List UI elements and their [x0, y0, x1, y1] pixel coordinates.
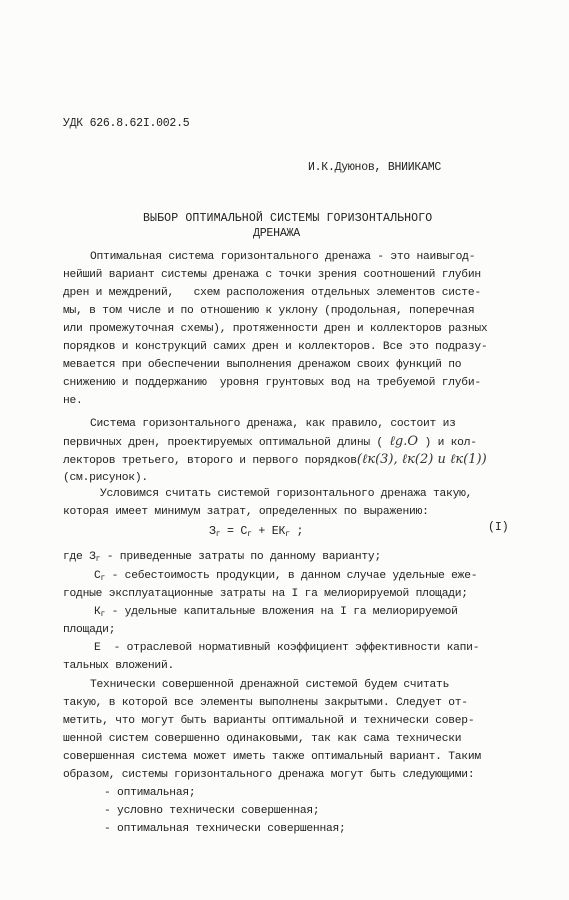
eq-sub: г: [285, 530, 290, 539]
eq-sub: г: [247, 530, 252, 539]
eq-sub: г: [215, 530, 221, 539]
para1-line: мевается при обеспечении выполнения дренажом своих функций по: [63, 359, 462, 371]
definition-4-cont: тальных вложений.: [63, 660, 174, 672]
def-sub: г: [100, 574, 106, 583]
para4-line: образом, системы горизонтального дренажа могут быть следующими:: [63, 769, 475, 781]
para1-line: порядков и конструкций самих дрен и коллекторов. Все это подразу-: [63, 341, 488, 353]
def-text: где З: [63, 551, 96, 563]
eq-part: + ЕК: [251, 525, 286, 538]
list-item: - условно технически совершенная;: [104, 805, 320, 817]
def-sub: г: [100, 610, 106, 619]
para1-line: мы, в том числе и по отношению к уклону (продольная, поперечная: [63, 305, 475, 317]
para2-text: лекторов третьего, второго и первого порядков: [63, 455, 357, 467]
def-text: - удельные капитальные вложения на I га мелиорируемой: [105, 606, 458, 618]
para3-line: Условимся считать системой горизонтального дренажа такую,: [100, 488, 473, 500]
eq-part: = С: [220, 525, 248, 538]
definition-2: [94, 569, 477, 586]
definition-3-cont: площади;: [63, 624, 116, 636]
equation: [209, 525, 303, 542]
def-text: С: [94, 570, 101, 582]
list-item: - оптимальная;: [104, 787, 196, 799]
definition-1: [63, 550, 381, 567]
handwritten-symbol: (ℓк(3), ℓк(2) и ℓк(1)): [356, 452, 487, 467]
def-text: К: [94, 606, 101, 618]
def-sub: г: [95, 555, 101, 564]
para4-line: шенной систем совершенно одинаковыми, так как сама технически: [63, 733, 462, 745]
title-line-1: ВЫБОР ОПТИМАЛЬНОЙ СИСТЕМЫ ГОРИЗОНТАЛЬНОГО: [143, 212, 433, 225]
def-text: - себестоимость продукции, в данном случае удельные еже-: [105, 570, 478, 582]
para1-line: нейший вариант системы дренажа с точки зрения соотношений глубин: [63, 269, 481, 281]
title-line-2: ДРЕНАЖА: [253, 227, 300, 240]
eq-part: З: [209, 525, 216, 538]
definition-4: Е - отраслевой нормативный коэффициент эффективности капи-: [94, 642, 480, 654]
equation-number: (I): [488, 521, 509, 534]
para4-line: такую, в которой все элементы выполнены закрытыми. Следует от-: [63, 697, 468, 709]
para4-line: совершенная система может иметь также оптимальный вариант. Таким: [63, 751, 481, 763]
definition-2-cont: годные эксплуатационные затраты на I га мелиорируемой площади;: [63, 588, 468, 600]
para2-text: первичных дрен, проектируемых оптимальной длины (: [63, 437, 390, 449]
para1-line: дрен и междрений, схем расположения отдельных элементов систе-: [63, 287, 481, 299]
definition-3: [94, 605, 458, 622]
para2-line-2: [63, 435, 477, 450]
para1-line: или промежуточная схемы), протяженности дрен и коллекторов разных: [63, 323, 488, 335]
para1-line: не.: [63, 395, 83, 407]
para2-line-3: [63, 453, 487, 468]
para4-line: Технически совершенной дренажной системой будем считать: [90, 679, 450, 691]
para3-line: которая имеет минимум затрат, определенных по выражению:: [63, 506, 429, 518]
def-text: - приведенные затраты по данному варианту;: [100, 551, 381, 563]
para1-line: снижению и поддержанию уровня грунтовых вод на требуемой глуби-: [63, 377, 481, 389]
author: И.К.Дуюнов, ВНИИКАМС: [308, 161, 442, 174]
udk-code: УДК 626.8.62I.002.5: [63, 117, 190, 130]
para4-line: метить, что могут быть варианты оптимальной и технически совер-: [63, 715, 475, 727]
para1-line: Оптимальная система горизонтального дренажа - это наивыгод-: [90, 251, 476, 263]
list-item: - оптимальная технически совершенная;: [104, 823, 346, 835]
para2-line-4: (см.рисунок).: [63, 472, 148, 484]
handwritten-symbol: ℓg.O: [389, 434, 418, 449]
para2-line-1: Система горизонтального дренажа, как правило, состоит из: [90, 418, 456, 430]
para2-text: ) и кол-: [418, 437, 477, 449]
eq-part: ;: [289, 525, 304, 538]
